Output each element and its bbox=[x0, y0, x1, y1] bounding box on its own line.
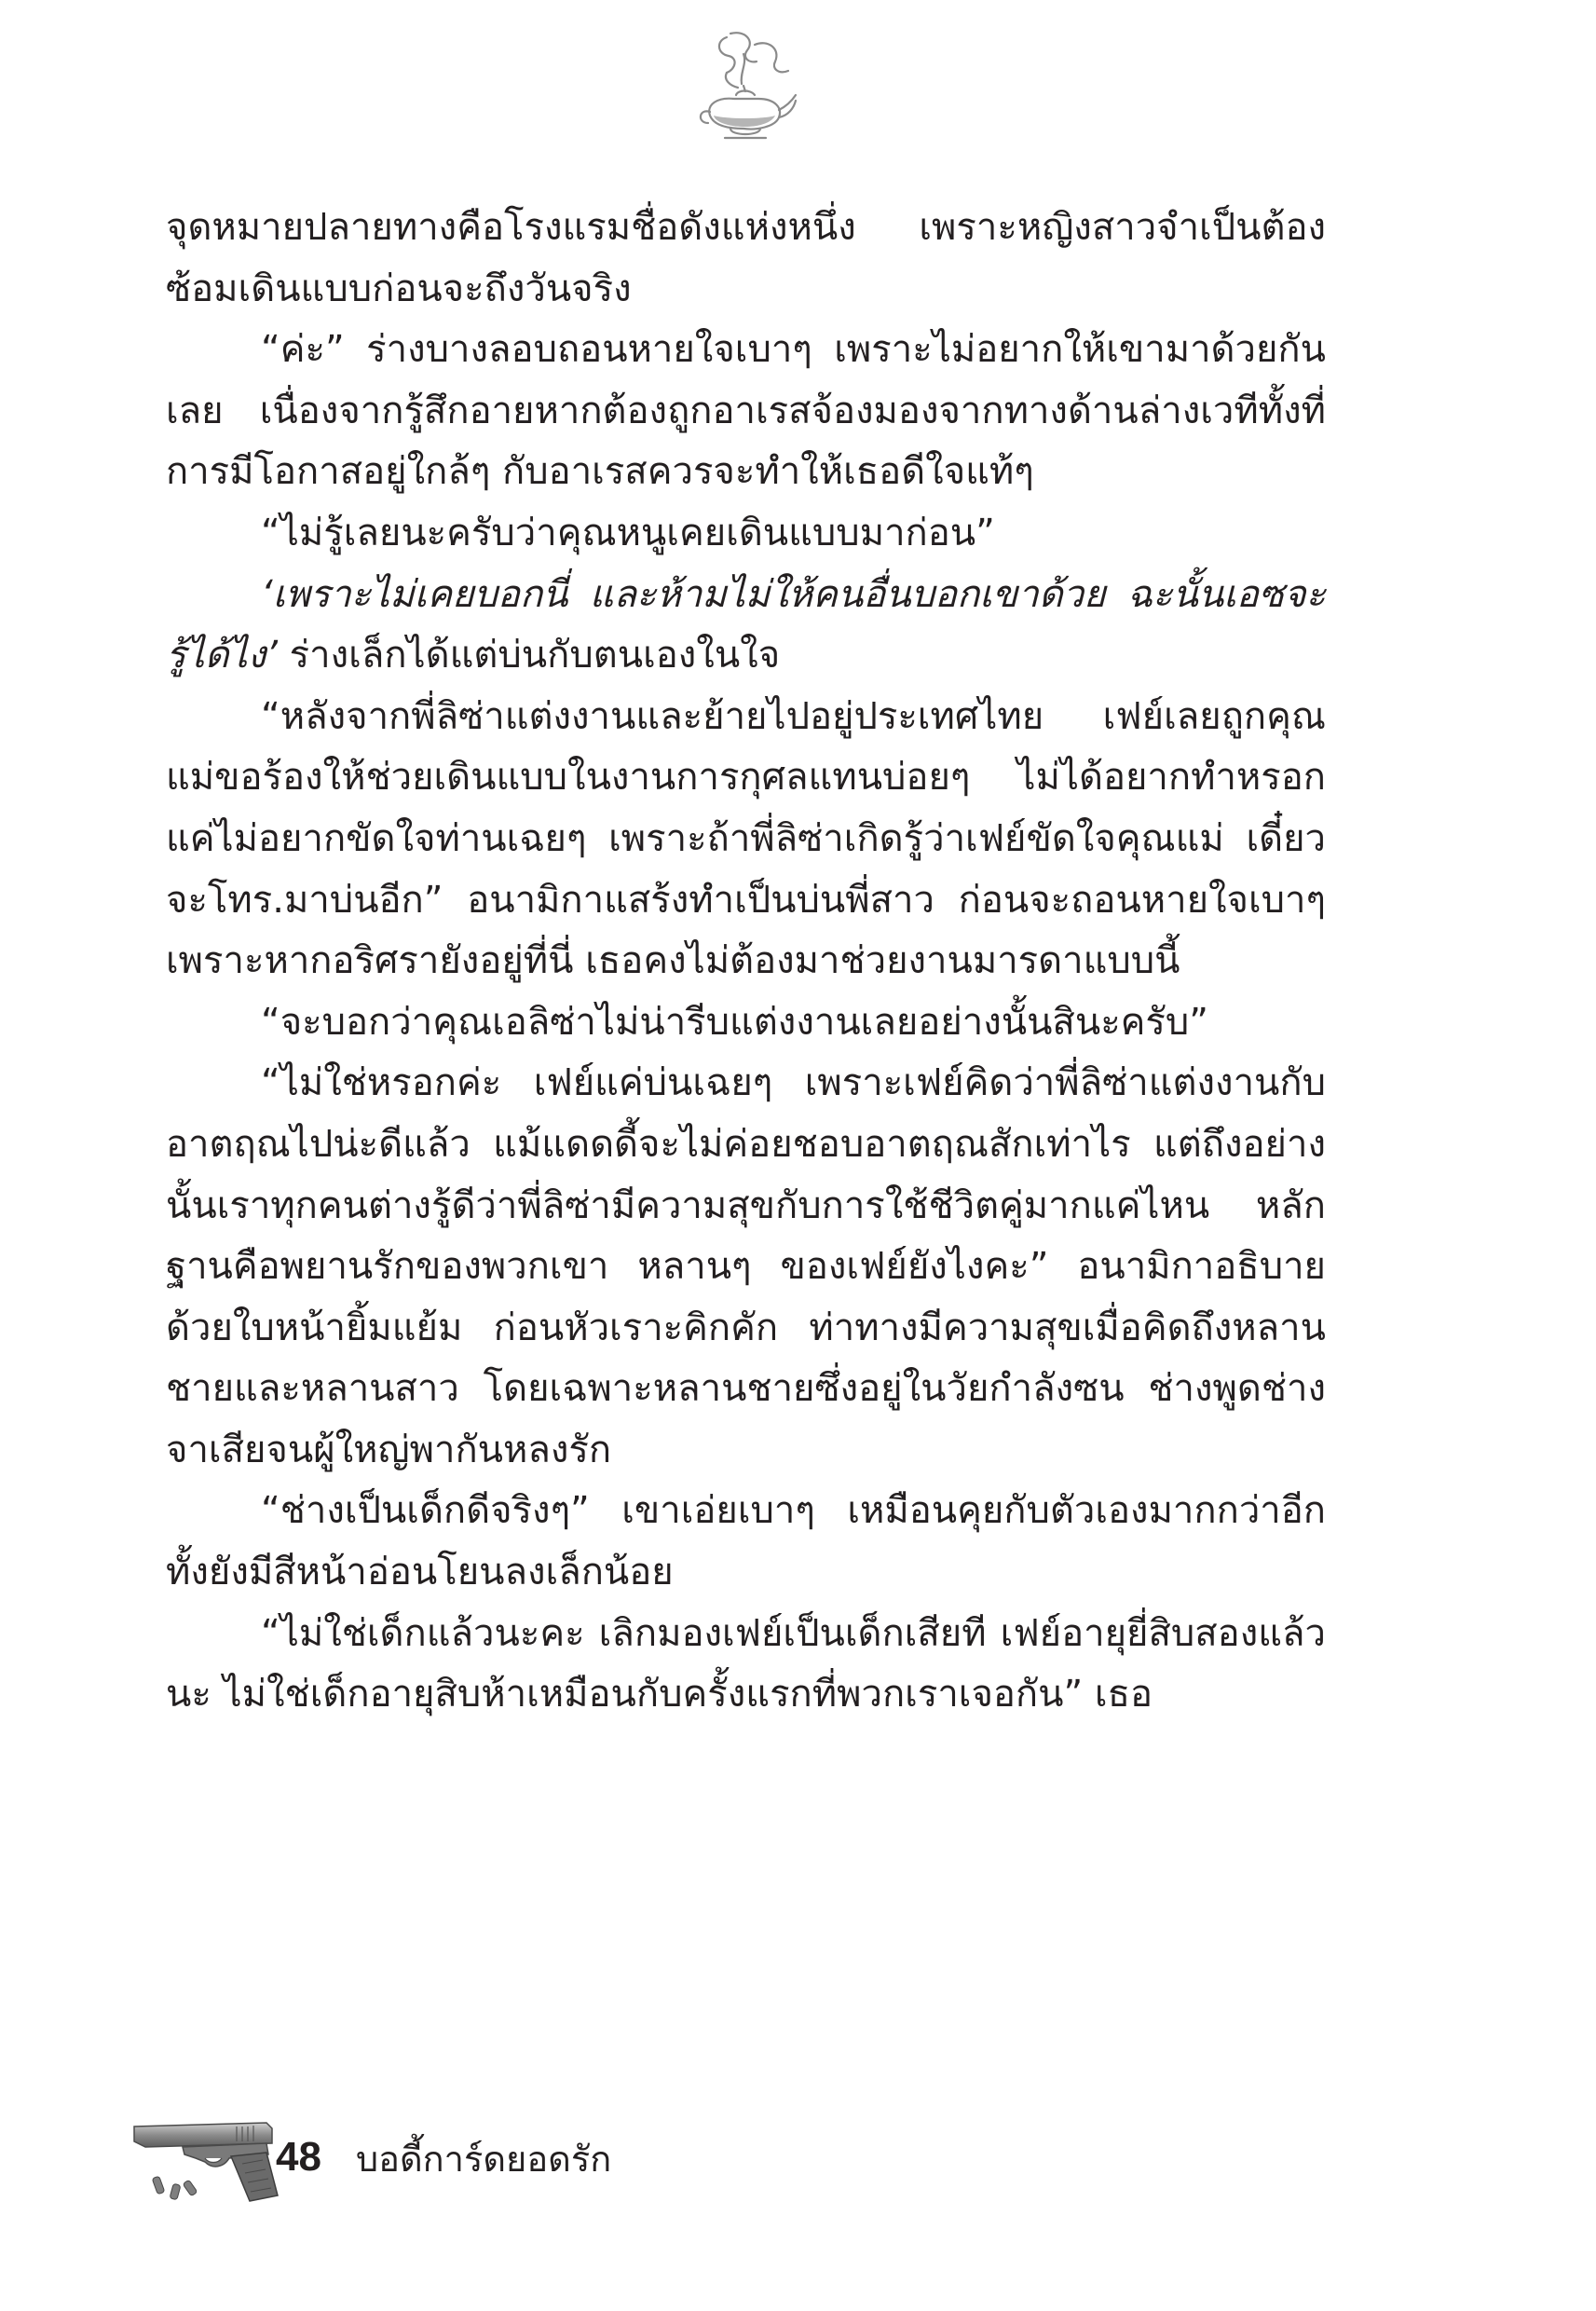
book-title: บอดี้การ์ดยอดรัก bbox=[356, 2139, 612, 2180]
paragraph bbox=[166, 1604, 1326, 1726]
text-run: ร่างเล็กได้แต่บ่นกับตนเองในใจ bbox=[277, 634, 781, 677]
paragraph bbox=[166, 198, 1326, 320]
paragraph bbox=[166, 565, 1326, 687]
paragraph bbox=[166, 1053, 1326, 1481]
paragraph bbox=[166, 503, 1326, 565]
paragraph bbox=[166, 992, 1326, 1054]
body-text bbox=[166, 198, 1326, 1726]
text-run: “ช่างเป็นเด็กดีจริงๆ” เขาเอ่ยเบาๆ เหมือนคุยกับตัวเองมากกว่าอีกทั้งยังมีสีหน้าอ่อนโยนลงเล็กน้อย bbox=[166, 1489, 1326, 1594]
pistol-icon bbox=[127, 2106, 294, 2208]
text-run: “ไม่ใช่หรอกค่ะ เฟย์แค่บ่นเฉยๆ เพราะเฟย์คิดว่าพี่ลิซ่าแต่งงานกับอาตฤณไปน่ะดีแล้ว แม้แดดดี้จะไม่ค่อยชอบอาตฤณสักเท่าไร แต่ถึงอย่างนั้นเราทุกคนต่างรู้ดีว่าพี่ลิซ่ามีความสุขกับการใช้ชีวิตคู่มากแค่ไหน หลักฐานคือพยานรักของพวกเขา หลานๆ ของเฟย์ยังไงคะ” อนามิกาอธิบายด้วยใบหน้ายิ้มแย้ม ก่อนหัวเราะคิกคัก ท่าทางมีความสุขเมื่อคิดถึงหลานชายและหลานสาว โดยเฉพาะหลานชายซึ่งอยู่ในวัยกำลังซน ช่างพูดช่างจาเสียจนผู้ใหญ่พากันหลงรัก bbox=[166, 1061, 1326, 1471]
page-footer bbox=[127, 2106, 779, 2208]
paragraph bbox=[166, 1481, 1326, 1603]
text-run: จุดหมายปลายทางคือโรงแรมชื่อดังแห่งหนึ่ง เพราะหญิงสาวจำเป็นต้องซ้อมเดินแบบก่อนจะถึงวันจริง bbox=[166, 206, 1326, 310]
paragraph bbox=[166, 687, 1326, 992]
paragraph bbox=[166, 320, 1326, 503]
page-number: 48 bbox=[276, 2134, 321, 2180]
italic-text-run: ‘เพราะไม่เคยบอกนี่ และห้ามไม่ให้คนอื่นบอกเขาด้วย ฉะนั้นเอซจะรู้ได้ไง’ bbox=[166, 572, 1326, 677]
text-run: “ไม่รู้เลยนะครับว่าคุณหนูเคยเดินแบบมาก่อน” bbox=[261, 511, 995, 554]
text-run: “ค่ะ” ร่างบางลอบถอนหายใจเบาๆ เพราะไม่อยากให้เขามาด้วยกันเลย เนื่องจากรู้สึกอายหากต้องถูกอาเรสจ้องมองจากทางด้านล่างเวทีทั้งที่การมีโอกาสอยู่ใกล้ๆ กับอาเรสควรจะทำให้เธอดีใจแท้ๆ bbox=[166, 328, 1326, 494]
text-run: “ไม่ใช่เด็กแล้วนะคะ เลิกมองเฟย์เป็นเด็กเสียที เฟย์อายุยี่สิบสองแล้วนะ ไม่ใช่เด็กอายุสิบห้าเหมือนกับครั้งแรกที่พวกเราเจอกัน” เธอ bbox=[166, 1611, 1326, 1716]
text-run: “จะบอกว่าคุณเอลิซ่าไม่น่ารีบแต่งงานเลยอย่างนั้นสินะครับ” bbox=[261, 1000, 1209, 1044]
genie-lamp-icon bbox=[689, 26, 801, 166]
text-run: “หลังจากพี่ลิซ่าแต่งงานและย้ายไปอยู่ประเทศไทย เฟย์เลยถูกคุณแม่ขอร้องให้ช่วยเดินแบบในงานการกุศลแทนบ่อยๆ ไม่ได้อยากทำหรอก แค่ไม่อยากขัดใจท่านเฉยๆ เพราะถ้าพี่ลิซ่าเกิดรู้ว่าเฟย์ขัดใจคุณแม่ เดี๋ยวจะโทร.มาบ่นอีก” อนามิกาแสร้งทำเป็นบ่นพี่สาว ก่อนจะถอนหายใจเบาๆ เพราะหากอริศรายังอยู่ที่นี่ เธอคงไม่ต้องมาช่วยงานมารดาแบบนี้ bbox=[166, 694, 1326, 983]
